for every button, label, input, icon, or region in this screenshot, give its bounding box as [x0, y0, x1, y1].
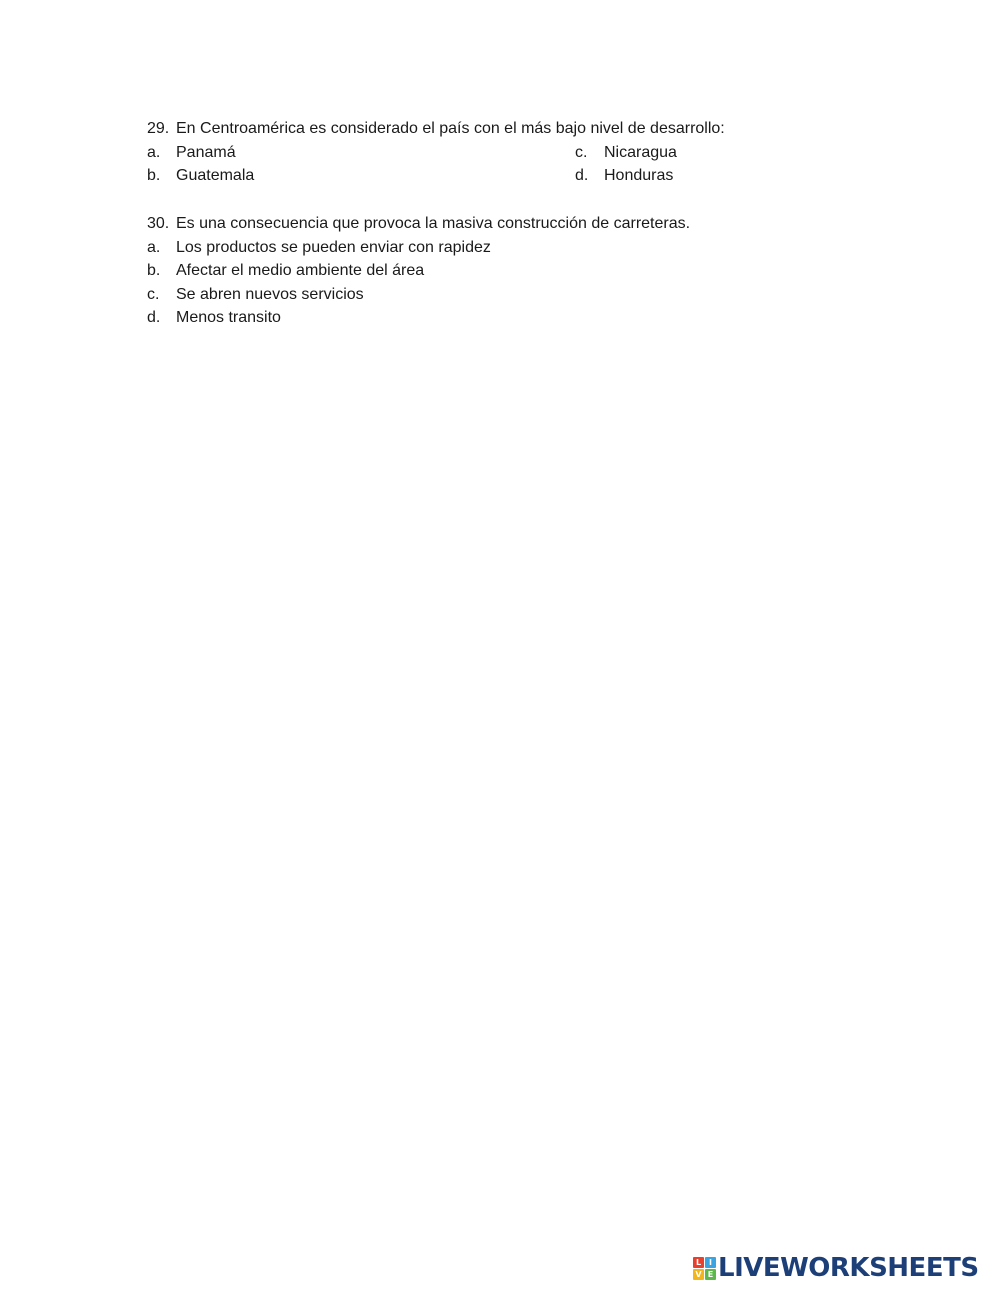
option-c[interactable] [575, 141, 677, 165]
option-text: Afectar el medio ambiente del área [176, 262, 425, 279]
option-text: Panamá [176, 143, 236, 161]
liveworksheets-logo [693, 1255, 979, 1282]
option-text: Los productos se pueden enviar con rapidez [176, 238, 491, 256]
logo-cell: I [705, 1257, 716, 1268]
option-letter: d. [147, 309, 161, 326]
question-text: En Centroamérica es considerado el país con el más bajo nivel de desarrollo: [176, 120, 725, 137]
logo-mark-icon [693, 1257, 716, 1280]
option-row [147, 164, 725, 188]
question-number: 30. [147, 215, 170, 232]
option-letter: a. [147, 238, 161, 256]
logo-text: LIVEWORKSHEETS [718, 1253, 979, 1283]
option-letter: b. [147, 167, 161, 184]
question-stem [147, 212, 690, 236]
option-a[interactable] [147, 236, 690, 260]
option-text: Guatemala [176, 167, 255, 184]
option-letter: a. [147, 143, 161, 161]
option-row [147, 141, 725, 165]
option-a[interactable] [147, 141, 575, 165]
option-letter: c. [147, 285, 160, 303]
question-number: 29. [147, 120, 170, 137]
logo-cell: E [705, 1269, 716, 1280]
option-letter: c. [575, 143, 588, 161]
question-text: Es una consecuencia que provoca la masiva construcción de carreteras. [176, 215, 691, 232]
option-letter: d. [575, 167, 589, 184]
option-letter: b. [147, 262, 161, 279]
question-stem [147, 117, 725, 141]
question-29 [147, 117, 725, 188]
option-text: Nicaragua [604, 143, 677, 161]
logo-cell: L [693, 1257, 704, 1268]
option-d[interactable] [575, 164, 673, 188]
option-b[interactable] [147, 259, 690, 283]
option-text: Menos transito [176, 309, 281, 326]
logo-cell: V [693, 1269, 704, 1280]
question-30 [147, 212, 690, 330]
option-text: Se abren nuevos servicios [176, 285, 364, 303]
option-text: Honduras [604, 167, 674, 184]
option-d[interactable] [147, 306, 690, 330]
option-b[interactable] [147, 164, 575, 188]
option-c[interactable] [147, 283, 690, 307]
